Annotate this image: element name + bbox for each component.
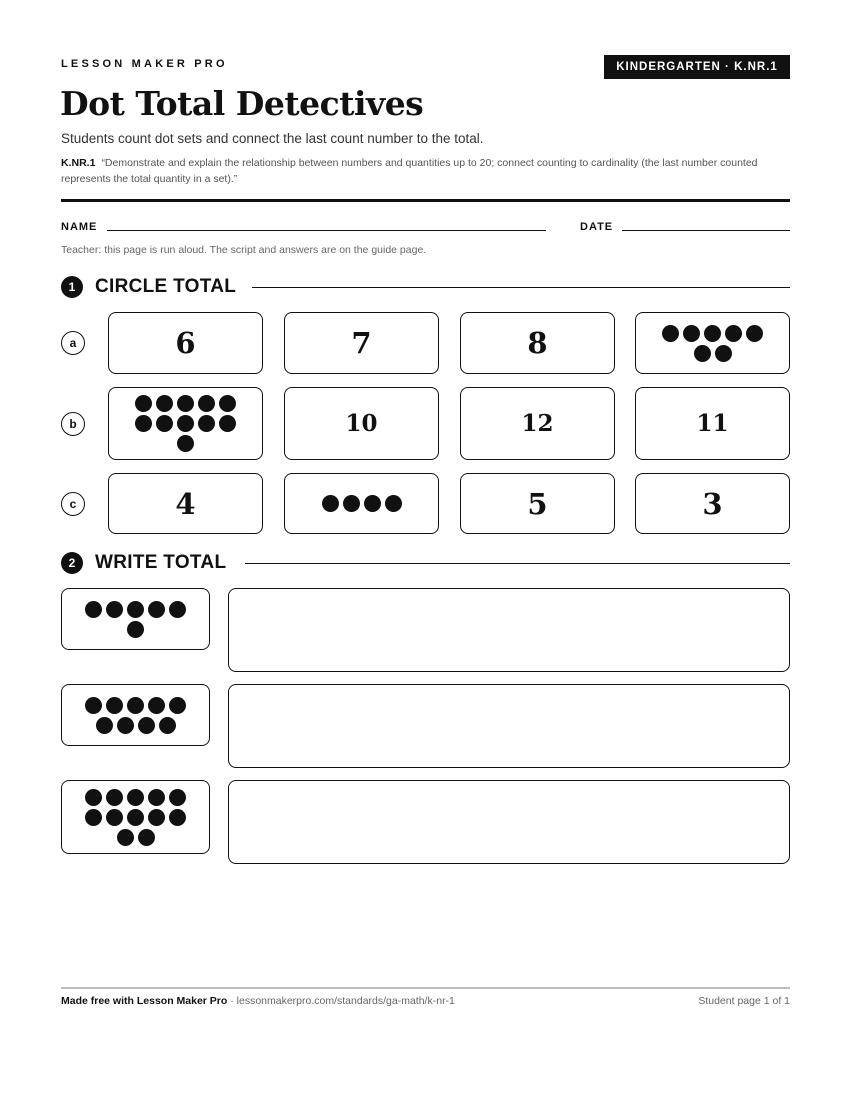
dot	[198, 415, 215, 432]
number-choice: 6	[175, 326, 196, 360]
dot	[85, 809, 102, 826]
section-1-title: CIRCLE TOTAL	[95, 276, 237, 297]
dot	[138, 829, 155, 846]
row-letter-b: b	[61, 412, 85, 436]
dot	[117, 829, 134, 846]
dot-row	[662, 325, 763, 342]
answer-choice-card[interactable]	[460, 387, 615, 460]
dot-row	[135, 395, 236, 412]
dot	[85, 697, 102, 714]
standard-description	[61, 155, 791, 187]
answer-choice-card[interactable]	[284, 387, 439, 460]
standard-code: K.NR.1	[61, 157, 96, 169]
dot-set	[322, 495, 402, 512]
grade-badge: KINDERGARTEN · K.NR.1	[604, 55, 790, 79]
dot-row	[322, 495, 402, 512]
dot	[106, 601, 123, 618]
number-choice: 12	[521, 410, 554, 437]
dot	[177, 415, 194, 432]
dot-set	[135, 395, 236, 452]
answer-choice-card[interactable]	[108, 473, 263, 534]
dot-row	[177, 435, 194, 452]
number-choice: 3	[702, 486, 723, 521]
dot-set	[85, 697, 186, 734]
answer-choice-card[interactable]	[635, 312, 790, 374]
dot	[138, 717, 155, 734]
header-divider	[61, 199, 790, 202]
dot	[322, 495, 339, 512]
dot	[662, 325, 679, 342]
answer-choice-card[interactable]	[284, 312, 439, 374]
dot-row	[694, 345, 732, 362]
section-1-rule	[252, 287, 790, 288]
dot-row	[127, 621, 144, 638]
dot-set	[662, 325, 763, 362]
dot	[704, 325, 721, 342]
dot	[725, 325, 742, 342]
section-2-number: 2	[61, 552, 83, 574]
dot	[106, 789, 123, 806]
dot	[219, 395, 236, 412]
answer-choice-card[interactable]	[460, 473, 615, 534]
dot	[364, 495, 381, 512]
name-label: NAME	[61, 221, 98, 233]
dot-set-card	[61, 588, 210, 650]
footer-page-number: Student page 1 of 1	[698, 995, 790, 1007]
dot	[117, 717, 134, 734]
footer-divider	[61, 987, 790, 989]
dot	[127, 809, 144, 826]
dot	[169, 697, 186, 714]
dot	[127, 621, 144, 638]
dot	[156, 415, 173, 432]
number-choice: 5	[527, 486, 548, 521]
dot	[96, 717, 113, 734]
dot	[343, 495, 360, 512]
page-subtitle: Students count dot sets and connect the last count number to the total.	[61, 131, 484, 146]
row-letter-a: a	[61, 331, 85, 355]
dot-set	[85, 601, 186, 638]
dot-row	[85, 789, 186, 806]
dot-set-card	[61, 684, 210, 746]
dot-set-card	[61, 780, 210, 854]
dot	[135, 395, 152, 412]
dot	[385, 495, 402, 512]
write-total-answer-box[interactable]	[228, 780, 790, 864]
brand-name: LESSON MAKER PRO	[61, 58, 228, 70]
dot	[169, 809, 186, 826]
footer-url[interactable]: · lessonmakerpro.com/standards/ga-math/k-nr-1	[227, 995, 455, 1007]
answer-choice-card[interactable]	[108, 387, 263, 460]
date-line[interactable]	[622, 230, 790, 231]
date-label: DATE	[580, 221, 614, 233]
dot-set	[85, 789, 186, 846]
teacher-note: Teacher: this page is run aloud. The script and answers are on the guide page.	[61, 244, 427, 256]
section-1-number: 1	[61, 276, 83, 298]
dot-row	[85, 601, 186, 618]
dot	[683, 325, 700, 342]
dot	[106, 697, 123, 714]
write-total-answer-box[interactable]	[228, 684, 790, 768]
dot	[694, 345, 711, 362]
dot	[106, 809, 123, 826]
dot-row	[85, 809, 186, 826]
answer-choice-card[interactable]	[460, 312, 615, 374]
dot	[219, 415, 236, 432]
standard-text: “Demonstrate and explain the relationship between numbers and quantities up to 20; connect counting to cardinality (the last number counted represents the total quantity in a set).”	[61, 157, 758, 185]
write-total-answer-box[interactable]	[228, 588, 790, 672]
dot	[127, 697, 144, 714]
dot	[169, 789, 186, 806]
dot	[135, 415, 152, 432]
dot	[177, 435, 194, 452]
dot-row	[96, 717, 176, 734]
dot	[148, 809, 165, 826]
footer-made-with: Made free with Lesson Maker Pro	[61, 995, 228, 1007]
dot	[177, 395, 194, 412]
answer-choice-card[interactable]	[635, 387, 790, 460]
dot	[148, 697, 165, 714]
dot	[159, 717, 176, 734]
answer-choice-card[interactable]	[635, 473, 790, 534]
dot-row	[85, 697, 186, 714]
row-letter-c: c	[61, 492, 85, 516]
dot-row	[117, 829, 155, 846]
dot	[148, 789, 165, 806]
dot	[198, 395, 215, 412]
dot	[127, 789, 144, 806]
footer-credit	[61, 995, 455, 1007]
dot	[148, 601, 165, 618]
name-line[interactable]	[107, 230, 546, 231]
dot	[85, 789, 102, 806]
dot	[85, 601, 102, 618]
dot-row	[135, 415, 236, 432]
dot	[746, 325, 763, 342]
number-choice: 7	[351, 326, 372, 360]
number-choice: 4	[175, 486, 196, 521]
number-choice: 10	[345, 410, 378, 437]
number-choice: 8	[527, 326, 548, 360]
page-title: Dot Total Detectives	[60, 84, 424, 123]
dot	[715, 345, 732, 362]
dot	[156, 395, 173, 412]
answer-choice-card[interactable]	[284, 473, 439, 534]
answer-choice-card[interactable]	[108, 312, 263, 374]
section-2-title: WRITE TOTAL	[95, 552, 227, 573]
section-2-rule	[245, 563, 790, 564]
dot	[169, 601, 186, 618]
dot	[127, 601, 144, 618]
number-choice: 11	[696, 410, 729, 437]
